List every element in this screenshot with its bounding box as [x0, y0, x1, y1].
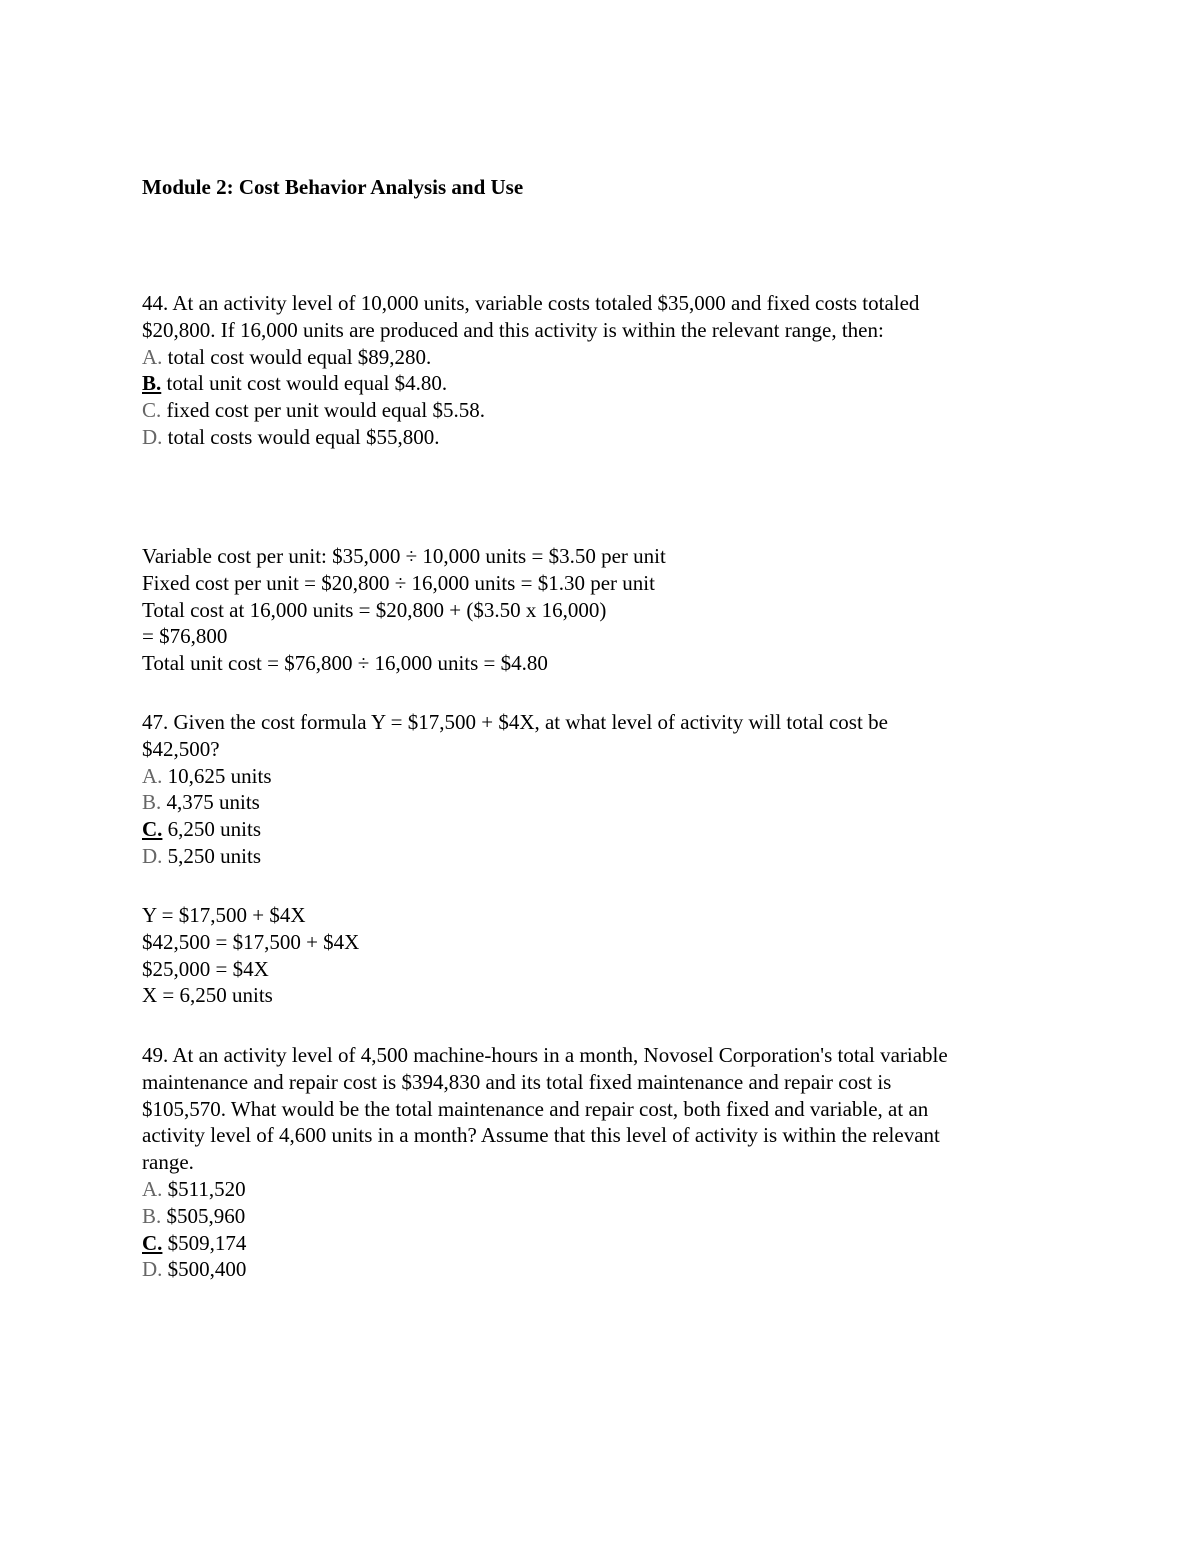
option-letter: A. — [142, 344, 163, 369]
question-stem-line: $105,570. What would be the total maintenance and repair cost, both fixed and variable, at an — [142, 1096, 929, 1121]
option-letter: A. — [142, 763, 163, 788]
option-letter: D. — [142, 424, 163, 449]
solution-line: = $76,800 — [142, 624, 228, 649]
option-text: total cost would equal $89,280. — [162, 344, 432, 369]
answer-option-d — [142, 843, 1072, 870]
option-letter: B. — [142, 790, 162, 815]
option-text: total costs would equal $55,800. — [162, 424, 440, 449]
page-title: Module 2: Cost Behavior Analysis and Use — [142, 175, 524, 199]
solution-line: Total unit cost = $76,800 ÷ 16,000 units = $4.80 — [142, 651, 548, 676]
answer-option-a — [142, 763, 1072, 790]
option-letter: B. — [142, 1203, 162, 1228]
option-letter: D. — [142, 1257, 163, 1282]
solution-line: Fixed cost per unit = $20,800 ÷ 16,000 units = $1.30 per unit — [142, 570, 655, 595]
solution-47 — [142, 902, 1072, 1009]
option-text: 10,625 units — [162, 763, 272, 788]
question-47 — [142, 709, 1072, 870]
question-stem-line: 49. At an activity level of 4,500 machine-hours in a month, Novosel Corporation's total variable — [142, 1043, 948, 1067]
solution-line: Y = $17,500 + $4X — [142, 903, 306, 927]
option-letter: D. — [142, 843, 163, 868]
answer-option-c — [142, 1230, 1072, 1257]
question-49 — [142, 1042, 1072, 1283]
question-stem-line: 44. At an activity level of 10,000 units, variable costs totaled $35,000 and fixed costs totaled — [142, 291, 920, 315]
option-letter: C. — [142, 398, 162, 423]
question-stem-line: maintenance and repair cost is $394,830 and its total fixed maintenance and repair cost is — [142, 1069, 892, 1094]
question-44 — [142, 290, 1072, 451]
solution-44 — [142, 543, 1072, 677]
question-stem-line: 47. Given the cost formula Y = $17,500 + $4X, at what level of activity will total cost be — [142, 710, 888, 734]
answer-option-a — [142, 1176, 1072, 1203]
answer-option-c — [142, 816, 1072, 843]
option-text: $505,960 — [161, 1203, 246, 1228]
answer-option-b — [142, 789, 1072, 816]
option-text: 4,375 units — [161, 790, 260, 815]
option-letter-correct: B. — [142, 371, 162, 396]
question-stem-line: activity level of 4,600 units in a month? Assume that this level of activity is within the relevant — [142, 1123, 940, 1148]
answer-option-c — [142, 397, 1072, 424]
answer-option-a — [142, 344, 1072, 371]
solution-line: $42,500 = $17,500 + $4X — [142, 929, 360, 954]
option-text: total unit cost would equal $4.80. — [161, 371, 448, 396]
option-text: 6,250 units — [162, 817, 262, 842]
option-text: $500,400 — [162, 1257, 247, 1282]
answer-option-b — [142, 370, 1072, 397]
option-letter-correct: C. — [142, 1230, 163, 1255]
answer-option-d — [142, 1256, 1072, 1283]
solution-line: X = 6,250 units — [142, 983, 273, 1008]
solution-line: Variable cost per unit: $35,000 ÷ 10,000 units = $3.50 per unit — [142, 544, 666, 568]
option-text: 5,250 units — [162, 843, 262, 868]
solution-line: $25,000 = $4X — [142, 956, 269, 981]
question-stem-line: range. — [142, 1150, 194, 1175]
option-text: fixed cost per unit would equal $5.58. — [161, 398, 485, 423]
option-text: $509,174 — [162, 1230, 247, 1255]
question-stem-line: $20,800. If 16,000 units are produced and this activity is within the relevant range, then: — [142, 317, 884, 342]
answer-option-d — [142, 424, 1072, 451]
option-letter: A. — [142, 1176, 163, 1201]
option-text: $511,520 — [162, 1176, 246, 1201]
option-letter-correct: C. — [142, 817, 163, 842]
answer-option-b — [142, 1203, 1072, 1230]
question-stem-line: $42,500? — [142, 736, 220, 761]
solution-line: Total cost at 16,000 units = $20,800 + ($3.50 x 16,000) — [142, 597, 607, 622]
